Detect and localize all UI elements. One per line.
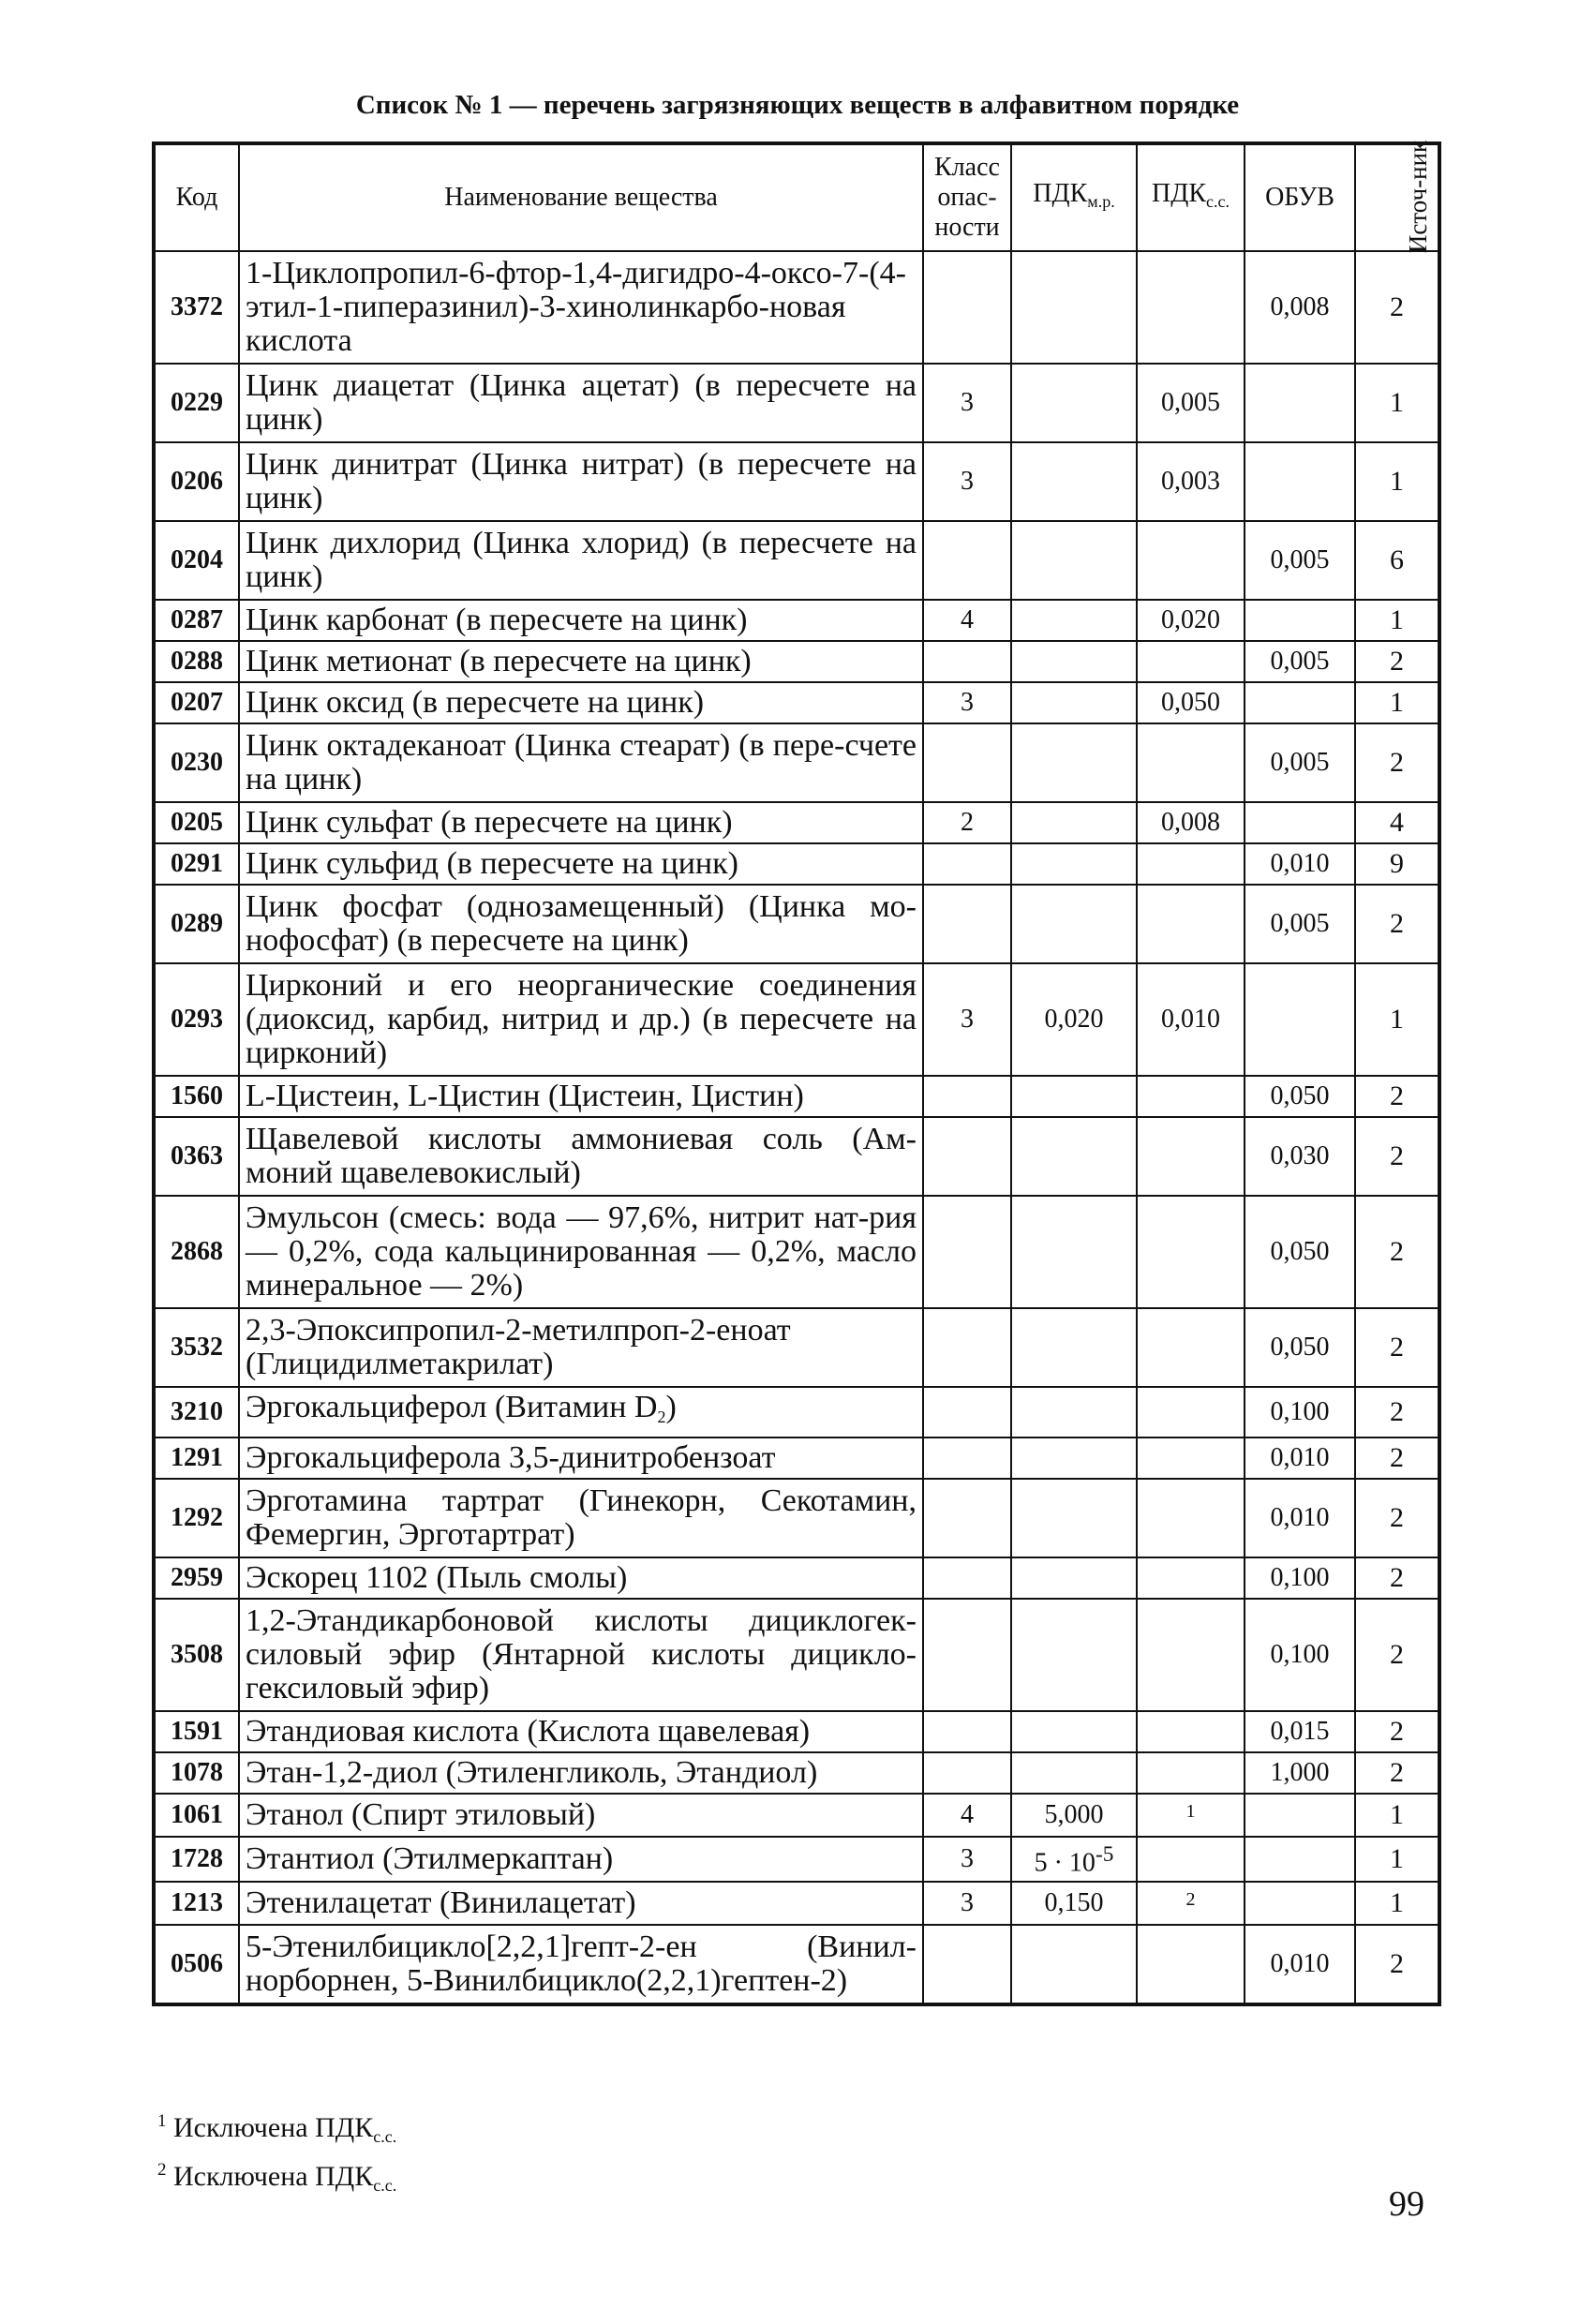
substance-name-subscript: 2 (657, 1408, 666, 1426)
cell-obuv: 0,100 (1245, 1557, 1355, 1599)
cell-obuv: 0,005 (1245, 885, 1355, 963)
cell-hazard-class (923, 1752, 1011, 1794)
pdk-mr-value: 0,150 (1044, 1887, 1104, 1917)
table-row (154, 1882, 1439, 1925)
cell-pdk-ss (1137, 1925, 1245, 2004)
table-row (154, 1711, 1439, 1752)
cell-pdk-mr (1011, 885, 1137, 963)
cell-hazard-class: 4 (923, 1794, 1011, 1837)
cell-hazard-class (923, 885, 1011, 963)
cell-hazard-class (923, 1438, 1011, 1479)
cell-pdk-mr (1011, 600, 1137, 641)
cell-substance-name (239, 521, 923, 600)
pdk-ss-value: 0,010 (1161, 1005, 1220, 1034)
cell-source: 2 (1355, 1752, 1439, 1794)
cell-substance-name (239, 1752, 923, 1794)
pdk-mr-value: 5,000 (1044, 1800, 1104, 1830)
substance-name-text: Цинк оксид (в пересчете на цинк) (246, 685, 705, 720)
cell-hazard-class (923, 1387, 1011, 1438)
cell-code: 1292 (154, 1479, 239, 1557)
cell-obuv (1245, 802, 1355, 843)
page-number: 99 (1389, 2184, 1424, 2224)
substance-name-text: 1-Циклопропил-6-фтор-1,4-дигидро-4-оксо-7-(4-этил-1-пиперазинил)-3-хинолинкарбо-новая кислота (246, 256, 906, 358)
substance-name-text: Цирконий и его неорганические соединения (диоксид, карбид, нитрид и др.) (в пересчете на цирконий) (246, 968, 917, 1070)
cell-source: 2 (1355, 251, 1439, 364)
table-row (154, 963, 1439, 1076)
cell-pdk-mr (1011, 364, 1137, 442)
cell-source: 2 (1355, 641, 1439, 682)
table-body (154, 251, 1439, 2004)
cell-source: 1 (1355, 442, 1439, 521)
cell-obuv: 0,010 (1245, 843, 1355, 885)
cell-code: 1560 (154, 1076, 239, 1117)
table-row (154, 1387, 1439, 1438)
cell-code: 0207 (154, 682, 239, 723)
cell-source: 2 (1355, 1479, 1439, 1557)
cell-pdk-mr (1011, 521, 1137, 600)
cell-substance-name (239, 600, 923, 641)
cell-code: 0289 (154, 885, 239, 963)
cell-pdk-mr (1011, 1196, 1137, 1308)
cell-source: 1 (1355, 1882, 1439, 1925)
table-row (154, 885, 1439, 963)
table-row (154, 364, 1439, 442)
substance-name-text: 2,3-Эпоксипропил-2-метилпроп-2-еноат (Глицидилметакрилат) (246, 1313, 791, 1381)
cell-obuv (1245, 1794, 1355, 1837)
cell-pdk-mr (1011, 1752, 1137, 1794)
cell-hazard-class (923, 1308, 1011, 1387)
cell-substance-name (239, 1479, 923, 1557)
footnote-1 (157, 2105, 396, 2153)
cell-hazard-class (923, 521, 1011, 600)
table-row (154, 1438, 1439, 1479)
cell-source: 2 (1355, 1599, 1439, 1711)
cell-hazard-class (923, 251, 1011, 364)
cell-source: 1 (1355, 963, 1439, 1076)
cell-obuv: 0,005 (1245, 641, 1355, 682)
cell-code: 0206 (154, 442, 239, 521)
cell-hazard-class (923, 1117, 1011, 1196)
table-row (154, 843, 1439, 885)
footnote-text: Исключена ПДК (173, 2112, 374, 2143)
table-row (154, 1117, 1439, 1196)
substance-name-text: Этантиол (Этилмеркаптан) (246, 1840, 614, 1876)
cell-pdk-mr (1011, 963, 1137, 1076)
cell-source: 1 (1355, 682, 1439, 723)
cell-obuv (1245, 963, 1355, 1076)
table-row (154, 1557, 1439, 1599)
cell-source: 2 (1355, 1076, 1439, 1117)
table-row (154, 1196, 1439, 1308)
cell-code: 0288 (154, 641, 239, 682)
cell-obuv: 0,005 (1245, 723, 1355, 802)
cell-code: 0506 (154, 1925, 239, 2004)
cell-hazard-class: 3 (923, 364, 1011, 442)
cell-substance-name (239, 1076, 923, 1117)
table-row (154, 521, 1439, 600)
table-row (154, 1599, 1439, 1711)
pdk-mr-exponent: -5 (1095, 1842, 1114, 1868)
cell-substance-name (239, 1557, 923, 1599)
cell-pdk-ss (1137, 364, 1245, 442)
cell-pdk-ss (1137, 521, 1245, 600)
cell-pdk-ss (1137, 251, 1245, 364)
cell-pdk-ss (1137, 1308, 1245, 1387)
cell-substance-name (239, 1794, 923, 1837)
cell-pdk-ss (1137, 1117, 1245, 1196)
cell-pdk-mr (1011, 1479, 1137, 1557)
table-row (154, 1752, 1439, 1794)
substance-name-text: Цинк фосфат (однозамещенный) (Цинка мо-нофосфат) (в пересчете на цинк) (246, 889, 917, 958)
table-row (154, 251, 1439, 364)
cell-substance-name (239, 1196, 923, 1308)
cell-source: 6 (1355, 521, 1439, 600)
cell-pdk-ss (1137, 1387, 1245, 1438)
cell-obuv: 0,050 (1245, 1308, 1355, 1387)
pdk-ss-sub: с.с. (1206, 192, 1230, 211)
cell-code: 3372 (154, 251, 239, 364)
cell-pdk-mr (1011, 1438, 1137, 1479)
cell-pdk-ss (1137, 600, 1245, 641)
cell-code: 0287 (154, 600, 239, 641)
pdk-ss-value: 0,020 (1161, 605, 1220, 634)
cell-obuv: 0,015 (1245, 1711, 1355, 1752)
cell-pdk-ss (1137, 1752, 1245, 1794)
cell-substance-name (239, 1711, 923, 1752)
cell-hazard-class: 3 (923, 442, 1011, 521)
substance-name-text: 1,2-Этандикарбоновой кислоты дициклогек-силовый эфир (Янтарной кислоты дицикло-гексиловый эфир) (246, 1603, 917, 1706)
cell-pdk-mr (1011, 802, 1137, 843)
cell-substance-name (239, 885, 923, 963)
cell-hazard-class: 3 (923, 1882, 1011, 1925)
cell-source: 1 (1355, 600, 1439, 641)
cell-code: 3532 (154, 1308, 239, 1387)
cell-substance-name (239, 1925, 923, 2004)
cell-obuv (1245, 1882, 1355, 1925)
cell-obuv: 0,008 (1245, 251, 1355, 364)
cell-obuv: 0,050 (1245, 1076, 1355, 1117)
pdk-ss-value: 0,005 (1161, 388, 1220, 417)
cell-pdk-ss (1137, 1882, 1245, 1925)
cell-hazard-class: 3 (923, 682, 1011, 723)
cell-substance-name (239, 723, 923, 802)
pdk-ss-value: 0,003 (1161, 467, 1220, 496)
cell-code: 0291 (154, 843, 239, 885)
cell-obuv: 1,000 (1245, 1752, 1355, 1794)
cell-substance-name (239, 1837, 923, 1881)
cell-code: 3210 (154, 1387, 239, 1438)
cell-pdk-mr (1011, 1117, 1137, 1196)
substance-name-text: 5-Этенилбицикло[2,2,1]гепт-2-ен (Винил-норборнен, 5-Винилбицикло(2,2,1)гептен-2) (246, 1929, 917, 1998)
cell-source: 2 (1355, 1196, 1439, 1308)
substance-name-text: Цинк сульфат (в пересчете на цинк) (246, 805, 733, 840)
substance-name-text: Щавелевой кислоты аммониевая соль (Ам-моний щавелевокислый) (246, 1122, 917, 1190)
cell-pdk-ss (1137, 1557, 1245, 1599)
cell-hazard-class (923, 1076, 1011, 1117)
cell-obuv: 0,010 (1245, 1438, 1355, 1479)
cell-hazard-class (923, 1557, 1011, 1599)
cell-code: 2868 (154, 1196, 239, 1308)
pdk-ss-value: 0,050 (1161, 688, 1220, 717)
pdk-ss-value: 0,008 (1161, 808, 1220, 837)
substance-name-text: Эрготамина тартрат (Гинекорн, Секотамин, Фемергин, Эрготартрат) (246, 1483, 917, 1552)
cell-pdk-mr (1011, 1076, 1137, 1117)
col-header-hazard: Класс опас-ности (923, 143, 1011, 251)
cell-code: 1213 (154, 1882, 239, 1925)
cell-hazard-class: 2 (923, 802, 1011, 843)
table-row (154, 1308, 1439, 1387)
footnote-mark: 2 (157, 2160, 167, 2180)
cell-code: 1291 (154, 1438, 239, 1479)
substance-name-text: Этан-1,2-диол (Этиленгликоль, Этандиол) (246, 1755, 818, 1790)
substance-name-text: Цинк дихлорид (Цинка хлорид) (в пересчете на цинк) (246, 526, 917, 594)
pdk-mr-value: 0,020 (1044, 1005, 1104, 1034)
footnotes (157, 2105, 396, 2202)
cell-obuv: 0,050 (1245, 1196, 1355, 1308)
cell-obuv: 0,030 (1245, 1117, 1355, 1196)
cell-substance-name (239, 641, 923, 682)
table-row (154, 1794, 1439, 1837)
cell-obuv (1245, 600, 1355, 641)
substance-name-text: Этанол (Спирт этиловый) (246, 1797, 596, 1833)
cell-source: 1 (1355, 1794, 1439, 1837)
cell-code: 0363 (154, 1117, 239, 1196)
cell-source: 2 (1355, 1438, 1439, 1479)
page-title: Список № 1 — перечень загрязняющих веществ в алфавитном порядке (355, 90, 1240, 120)
cell-pdk-mr (1011, 251, 1137, 364)
cell-source: 9 (1355, 843, 1439, 885)
cell-substance-name (239, 1117, 923, 1196)
cell-pdk-ss (1137, 723, 1245, 802)
pdk-ss-label: ПДК (1152, 179, 1206, 208)
cell-pdk-ss (1137, 1711, 1245, 1752)
cell-obuv: 0,100 (1245, 1599, 1355, 1711)
pdk-ss-footnote-ref: 1 (1185, 1801, 1196, 1822)
cell-hazard-class (923, 843, 1011, 885)
cell-source: 2 (1355, 1711, 1439, 1752)
cell-pdk-mr (1011, 1599, 1137, 1711)
cell-pdk-mr (1011, 843, 1137, 885)
cell-pdk-ss (1137, 1479, 1245, 1557)
cell-substance-name (239, 1438, 923, 1479)
cell-pdk-mr (1011, 1557, 1137, 1599)
cell-source: 4 (1355, 802, 1439, 843)
cell-pdk-mr (1011, 1387, 1137, 1438)
cell-pdk-mr (1011, 442, 1137, 521)
cell-code: 3508 (154, 1599, 239, 1711)
cell-pdk-ss (1137, 802, 1245, 843)
footnote-sub: с.с. (373, 2127, 397, 2146)
table-row (154, 1076, 1439, 1117)
col-header-obuv: ОБУВ (1245, 143, 1355, 251)
cell-obuv (1245, 364, 1355, 442)
cell-substance-name (239, 802, 923, 843)
cell-source: 1 (1355, 364, 1439, 442)
table-row (154, 1479, 1439, 1557)
cell-code: 1061 (154, 1794, 239, 1837)
cell-pdk-ss (1137, 1599, 1245, 1711)
cell-source: 2 (1355, 1925, 1439, 2004)
substance-name-text: L-Цистеин, L-Цистин (Цистеин, Цистин) (246, 1079, 804, 1113)
substance-name-text: Эргокальциферол (Витамин D (246, 1390, 658, 1424)
cell-pdk-mr (1011, 1837, 1137, 1881)
col-header-name: Наименование вещества (239, 143, 923, 251)
footnote-text: Исключена ПДК (173, 2161, 374, 2192)
col-header-code: Код (154, 143, 239, 251)
cell-code: 2959 (154, 1557, 239, 1599)
cell-obuv (1245, 682, 1355, 723)
cell-obuv (1245, 1837, 1355, 1881)
cell-hazard-class (923, 1196, 1011, 1308)
cell-substance-name (239, 843, 923, 885)
cell-hazard-class: 3 (923, 1837, 1011, 1881)
cell-code: 0205 (154, 802, 239, 843)
cell-pdk-mr (1011, 641, 1137, 682)
cell-substance-name (239, 1882, 923, 1925)
table-row (154, 1925, 1439, 2004)
table-row (154, 1837, 1439, 1881)
cell-code: 1078 (154, 1752, 239, 1794)
cell-substance-name (239, 1387, 923, 1438)
cell-source: 2 (1355, 1308, 1439, 1387)
cell-pdk-ss (1137, 1196, 1245, 1308)
footnote-sub: с.с. (373, 2176, 397, 2195)
table-row (154, 442, 1439, 521)
cell-source: 2 (1355, 1117, 1439, 1196)
substance-name-text: Эскорец 1102 (Пыль смолы) (246, 1560, 628, 1595)
cell-substance-name (239, 1308, 923, 1387)
substance-name-text: Цинк метионат (в пересчете на цинк) (246, 644, 752, 678)
substance-name-text: Цинк октадеканоат (Цинка стеарат) (в пере-счете на цинк) (246, 728, 917, 797)
substance-name-text: Цинк диацетат (Цинка ацетат) (в пересчете на цинк) (246, 368, 917, 437)
cell-hazard-class (923, 1925, 1011, 2004)
table-header-row (154, 143, 1439, 251)
substance-name-text: Цинк сульфид (в пересчете на цинк) (246, 846, 738, 881)
cell-pdk-ss (1137, 843, 1245, 885)
cell-substance-name (239, 364, 923, 442)
cell-source: 1 (1355, 1837, 1439, 1881)
cell-code: 0204 (154, 521, 239, 600)
cell-code: 0230 (154, 723, 239, 802)
col-header-source (1355, 140, 1439, 254)
cell-hazard-class: 4 (923, 600, 1011, 641)
cell-code: 0293 (154, 963, 239, 1076)
cell-obuv (1245, 442, 1355, 521)
table-row (154, 600, 1439, 641)
cell-pdk-mr (1011, 1925, 1137, 2004)
cell-substance-name (239, 442, 923, 521)
substance-name-end: ) (665, 1390, 677, 1424)
cell-pdk-ss (1137, 1076, 1245, 1117)
cell-code: 0229 (154, 364, 239, 442)
cell-pdk-mr (1011, 1794, 1137, 1837)
pdk-mr-value: 5 · 10 (1034, 1848, 1096, 1878)
cell-source: 2 (1355, 1557, 1439, 1599)
cell-hazard-class: 3 (923, 963, 1011, 1076)
cell-obuv: 0,005 (1245, 521, 1355, 600)
cell-pdk-mr (1011, 723, 1137, 802)
cell-pdk-ss (1137, 963, 1245, 1076)
cell-code: 1591 (154, 1711, 239, 1752)
footnote-2 (157, 2153, 396, 2202)
cell-pdk-ss (1137, 1438, 1245, 1479)
footnote-mark: 1 (157, 2111, 167, 2131)
cell-obuv: 0,100 (1245, 1387, 1355, 1438)
col-header-pdk-ss (1137, 143, 1245, 251)
cell-pdk-ss (1137, 1837, 1245, 1881)
cell-pdk-ss (1137, 1794, 1245, 1837)
cell-pdk-mr (1011, 1882, 1137, 1925)
cell-hazard-class (923, 1479, 1011, 1557)
cell-hazard-class (923, 641, 1011, 682)
table-row (154, 682, 1439, 723)
pdk-mr-label: ПДК (1033, 179, 1088, 208)
pdk-mr-sub: м.р. (1087, 192, 1115, 211)
cell-pdk-ss (1137, 682, 1245, 723)
cell-pdk-mr (1011, 1711, 1137, 1752)
substance-name-text: Этандиовая кислота (Кислота щавелевая) (246, 1714, 811, 1749)
cell-substance-name (239, 682, 923, 723)
cell-source: 2 (1355, 1387, 1439, 1438)
cell-hazard-class (923, 1599, 1011, 1711)
cell-hazard-class (923, 723, 1011, 802)
source-label: Источ-ник (1404, 140, 1433, 254)
cell-obuv: 0,010 (1245, 1479, 1355, 1557)
cell-hazard-class (923, 1711, 1011, 1752)
cell-pdk-mr (1011, 682, 1137, 723)
cell-source: 2 (1355, 723, 1439, 802)
table-row (154, 723, 1439, 802)
substance-name-text: Цинк карбонат (в пересчете на цинк) (246, 603, 748, 637)
cell-code: 1728 (154, 1837, 239, 1881)
substance-name-text: Эргокальциферола 3,5-динитробензоат (246, 1440, 776, 1475)
table-row (154, 802, 1439, 843)
cell-obuv: 0,010 (1245, 1925, 1355, 2004)
cell-pdk-ss (1137, 885, 1245, 963)
substance-name-text: Эмульсон (смесь: вода — 97,6%, нитрит нат-рия — 0,2%, сода кальцинированная — 0,2%, масло минеральное — 2%) (246, 1200, 917, 1303)
table-row (154, 641, 1439, 682)
cell-pdk-ss (1137, 442, 1245, 521)
pdk-ss-footnote-ref: 2 (1185, 1888, 1196, 1910)
cell-pdk-mr (1011, 1308, 1137, 1387)
cell-substance-name (239, 963, 923, 1076)
cell-pdk-ss (1137, 641, 1245, 682)
substance-name-text: Цинк динитрат (Цинка нитрат) (в пересчете на цинк) (246, 447, 917, 515)
substance-name-text: Этенилацетат (Винилацетат) (246, 1885, 636, 1920)
cell-substance-name (239, 251, 923, 364)
pollutants-table (152, 142, 1441, 2006)
cell-substance-name (239, 1599, 923, 1711)
cell-source: 2 (1355, 885, 1439, 963)
col-header-pdk-mr (1011, 143, 1137, 251)
